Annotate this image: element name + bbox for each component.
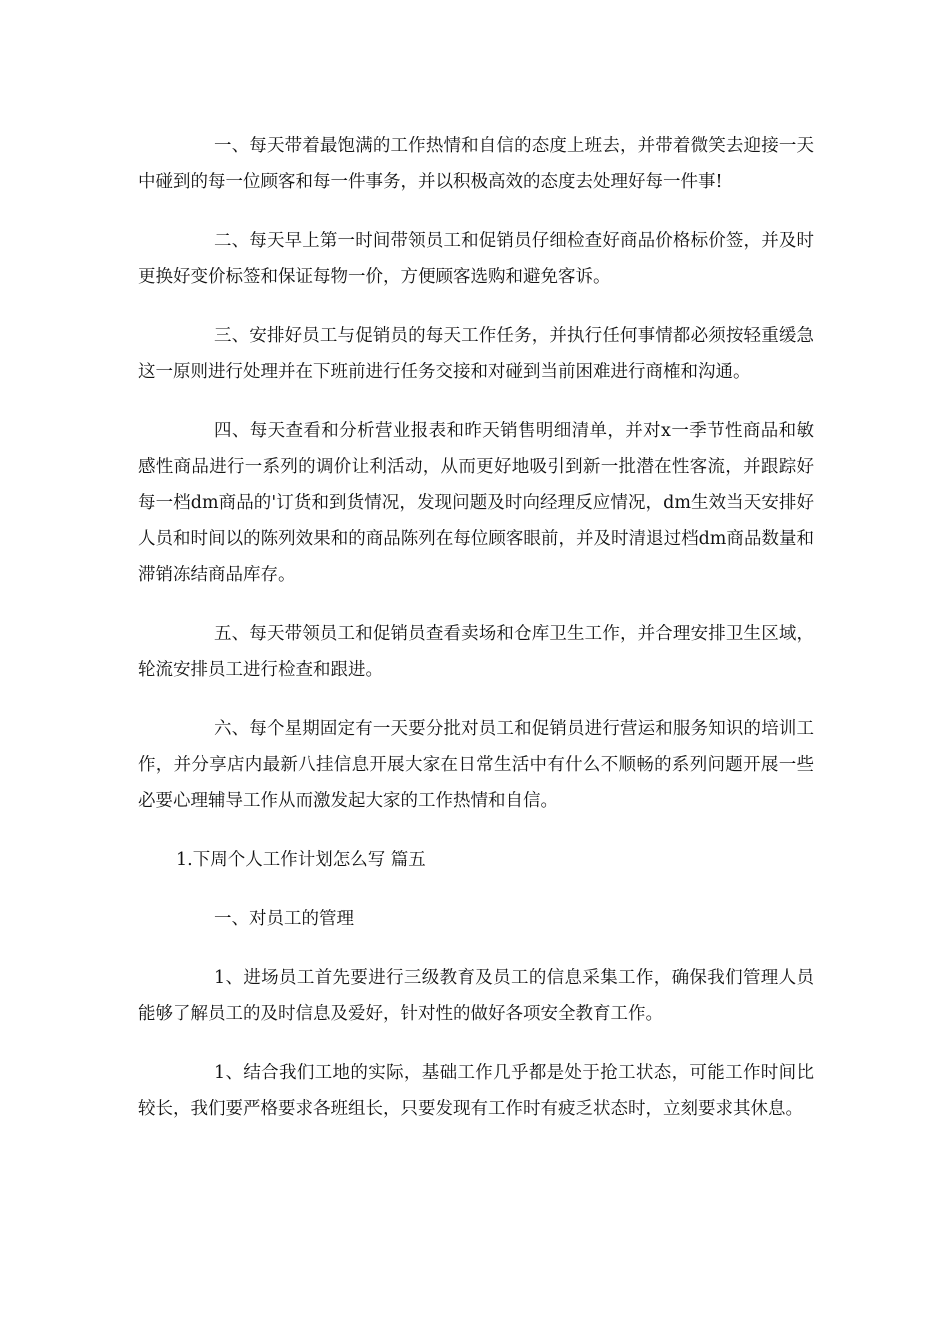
document-body xyxy=(138,128,814,1127)
paragraph-4: 四、每天查看和分析营业报表和昨天销售明细清单，并对x一季节性商品和敏感性商品进行一系列的调价让利活动，从而更好地吸引到新一批潜在性客流，并跟踪好每一档dm商品的'订货和到货情况，发现问题及时向经理反应情况，dm生效当天安排好人员和时间以的陈列效果和的商品陈列在每位顾客眼前，并及时清退过档dm商品数量和滞销冻结商品库存。 xyxy=(138,421,814,585)
paragraph-7: 1、进场员工首先要进行三级教育及员工的信息采集工作，确保我们管理人员能够了解员工的及时信息及爱好，针对性的做好各项安全教育工作。 xyxy=(138,968,814,1024)
paragraph-5: 五、每天带领员工和促销员查看卖场和仓库卫生工作，并合理安排卫生区域，轮流安排员工进行检查和跟进。 xyxy=(138,624,814,680)
paragraph-2: 二、每天早上第一时间带领员工和促销员仔细检查好商品价格标价签，并及时更换好变价标签和保证每物一价，方便顾客选购和避免客诉。 xyxy=(138,231,814,287)
paragraph-6: 六、每个星期固定有一天要分批对员工和促销员进行营运和服务知识的培训工作，并分享店内最新八挂信息开展大家在日常生活中有什么不顺畅的系列问题开展一些必要心理辅导工作从而激发起大家的工作热情和自信。 xyxy=(138,719,814,811)
paragraph-3: 三、安排好员工与促销员的每天工作任务，并执行任何事情都必须按轻重缓急这一原则进行处理并在下班前进行任务交接和对碰到当前困难进行商榷和沟通。 xyxy=(138,326,814,382)
section-heading: 1.下周个人工作计划怎么写 篇五 xyxy=(176,850,426,870)
subsection-heading: 一、对员工的管理 xyxy=(214,909,354,929)
paragraph-8: 1、结合我们工地的实际，基础工作几乎都是处于抢工状态，可能工作时间比较长，我们要严格要求各班组长，只要发现有工作时有疲乏状态时，立刻要求其休息。 xyxy=(138,1063,814,1119)
paragraph-1: 一、每天带着最饱满的工作热情和自信的态度上班去，并带着微笑去迎接一天中碰到的每一位顾客和每一件事务，并以积极高效的态度去处理好每一件事! xyxy=(138,136,814,192)
